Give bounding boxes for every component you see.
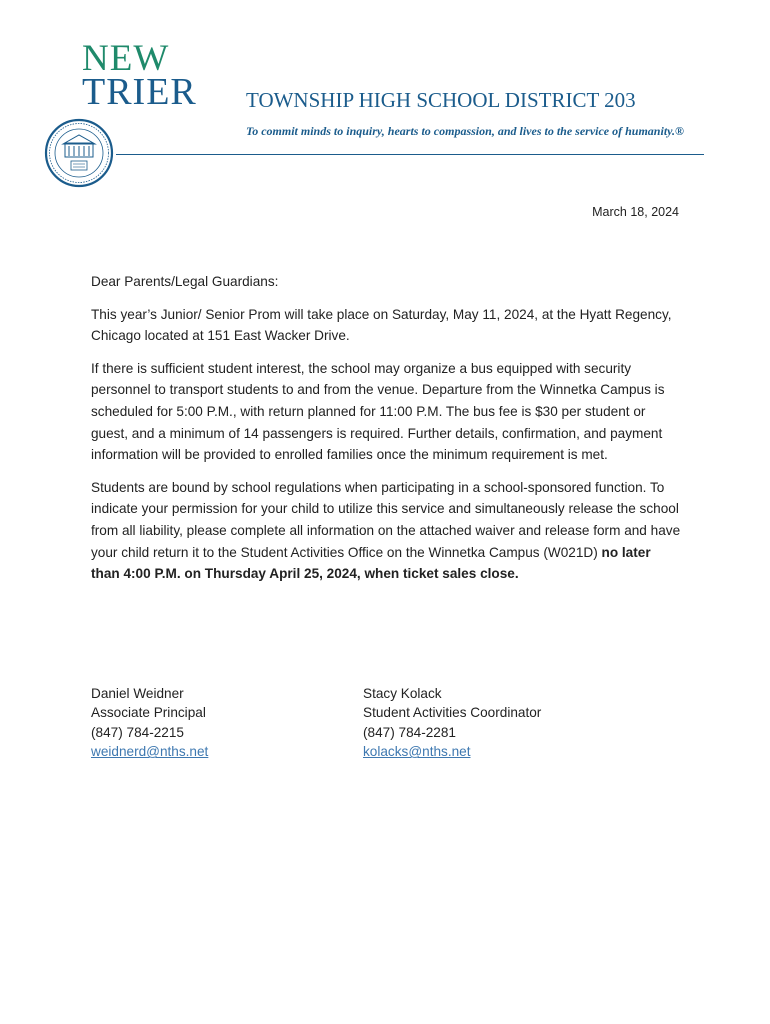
- signature-block-weidner: [91, 684, 208, 762]
- signer-phone: (847) 784-2281: [363, 724, 456, 740]
- logo-trier-text: TRIER: [82, 71, 197, 113]
- signature-block-kolack: [363, 684, 541, 762]
- letter-date: March 18, 2024: [592, 205, 679, 219]
- signer-title: Student Activities Coordinator: [363, 705, 542, 721]
- signer-phone: (847) 784-2215: [91, 724, 184, 740]
- paragraph-bus-info: If there is sufficient student interest, the school may organize a bus equipped with security personnel to transport students to and from the venue. Departure from the Winnetka Campus is scheduled for 5:00 P.M., with return planned for 11:00 P.M. The bus fee is $30 per student or guest, and a minimum of 14 passengers is required. Further details, confirmation, and payment information will be provided to enrolled families once the minimum requirement is met.: [91, 360, 665, 463]
- logo-new-text: NEW: [82, 38, 170, 79]
- district-motto: To commit minds to inquiry, hearts to compassion, and lives to the service of humanity.®: [246, 124, 684, 138]
- signer-name: Stacy Kolack: [363, 686, 442, 701]
- district-seal-logo: [44, 118, 114, 188]
- district-name: TOWNSHIP HIGH SCHOOL DISTRICT 203: [246, 88, 636, 112]
- signer-email-link[interactable]: kolacks@nths.net: [363, 744, 471, 760]
- salutation: Dear Parents/Legal Guardians:: [91, 274, 279, 289]
- signer-title: Associate Principal: [91, 705, 206, 721]
- letter-body: [91, 271, 681, 596]
- permission-text: Students are bound by school regulations when participating in a school-sponsored function. To indicate your permission for your child to utilize this service and simultaneously release the school from all liability, please complete all information on the attached waiver and release form and have your child return it to the Student Activities Office on the Winnetka Campus (W021D): [91, 479, 681, 560]
- header-divider: [116, 154, 704, 155]
- paragraph-prom-details: This year’s Junior/ Senior Prom will take place on Saturday, May 11, 2024, at the Hyatt Regency, Chicago located at 151 East Wacker Drive.: [91, 306, 672, 344]
- deadline-text: no later than 4:00 P.M. on Thursday April 25, 2024, when ticket sales close.: [91, 544, 651, 582]
- signer-email-link[interactable]: weidnerd@nths.net: [91, 744, 209, 760]
- paragraph-permission: [91, 477, 681, 585]
- signer-name: Daniel Weidner: [91, 686, 184, 701]
